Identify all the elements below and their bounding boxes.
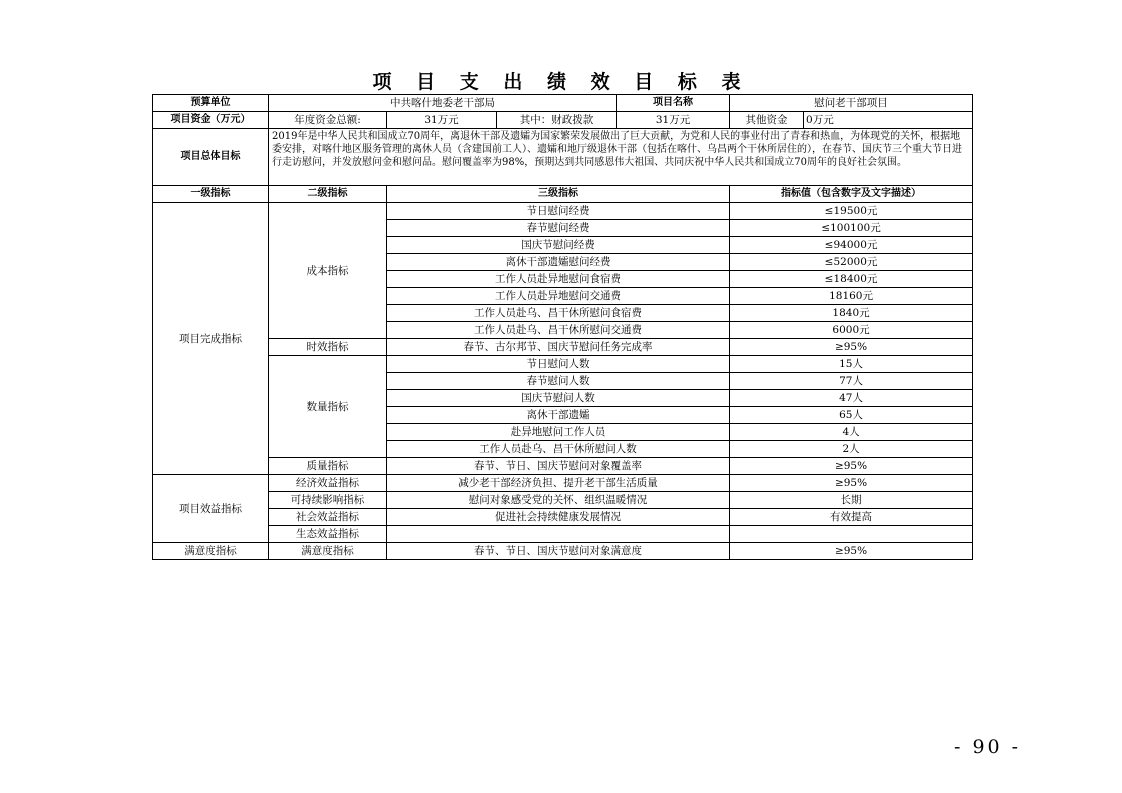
level2-indicator: 时效指标 <box>269 339 387 356</box>
indicator-value: 有效提高 <box>730 509 973 526</box>
indicator-value: 4人 <box>730 424 973 441</box>
other-funds-value: 0万元 <box>804 112 973 129</box>
indicator-value: ≥95% <box>730 458 973 475</box>
indicator-row <box>153 492 973 509</box>
level3-indicator: 工作人员赴乌、昌干休所慰问交通费 <box>387 322 730 339</box>
fiscal-allocation-value: 31万元 <box>617 112 730 129</box>
page-number: - 90 - <box>954 736 1022 758</box>
level1-indicator: 满意度指标 <box>153 543 269 560</box>
level3-indicator: 节日慰问人数 <box>387 356 730 373</box>
indicator-row <box>153 203 973 220</box>
indicator-row <box>153 526 973 543</box>
level2-indicator: 质量指标 <box>269 458 387 475</box>
indicator-value: ≤94000元 <box>730 237 973 254</box>
funds-row <box>153 112 973 129</box>
indicator-value: ≤52000元 <box>730 254 973 271</box>
indicator-row <box>153 543 973 560</box>
indicator-value <box>730 526 973 543</box>
indicator-row <box>153 356 973 373</box>
indicator-value: 18160元 <box>730 288 973 305</box>
indicator-value: 47人 <box>730 390 973 407</box>
indicator-value: 1840元 <box>730 305 973 322</box>
overall-goal-text: 2019年是中华人民共和国成立70周年，离退休干部及遗孀为国家繁荣发展做出了巨大贡献，为党和人民的事业付出了青春和热血，为体现党的关怀，根据地委安排，对喀什地区服务管理的离休人员（含建国前工人）、遗孀和地厅级退休干部（包括在喀什、乌昌两个干休所居住的），在春节、国庆节三个重大节日进行走访慰问，并发放慰问金和慰问品。慰问覆盖率为98%，预期达到共同感恩伟大祖国、共同庆祝中华人民共和国成立70周年的良好社会氛围。 <box>269 129 973 186</box>
level1-indicator: 项目效益指标 <box>153 475 269 543</box>
project-funds-label: 项目资金（万元） <box>153 112 269 129</box>
level3-indicator: 离休干部遗孀慰问经费 <box>387 254 730 271</box>
level3-indicator: 工作人员赴异地慰问交通费 <box>387 288 730 305</box>
column-header-row <box>153 186 973 203</box>
annual-total-label: 年度资金总额: <box>269 112 387 129</box>
indicator-value: ≥95% <box>730 475 973 492</box>
other-funds-label: 其他资金 <box>730 112 804 129</box>
level1-indicator: 项目完成指标 <box>153 203 269 475</box>
indicator-value: ≥95% <box>730 543 973 560</box>
indicator-value: 15人 <box>730 356 973 373</box>
indicator-value: 2人 <box>730 441 973 458</box>
level3-header: 三级指标 <box>387 186 730 203</box>
level3-indicator: 工作人员赴乌、昌干休所慰问食宿费 <box>387 305 730 322</box>
indicator-value: ≤18400元 <box>730 271 973 288</box>
level3-indicator: 节日慰问经费 <box>387 203 730 220</box>
level2-indicator: 经济效益指标 <box>269 475 387 492</box>
performance-target-table <box>152 94 973 560</box>
level2-indicator: 生态效益指标 <box>269 526 387 543</box>
budget-unit-label: 预算单位 <box>153 95 269 112</box>
level3-indicator: 促进社会持续健康发展情况 <box>387 509 730 526</box>
level3-indicator: 春节、古尔邦节、国庆节慰问任务完成率 <box>387 339 730 356</box>
indicator-row <box>153 458 973 475</box>
level2-header: 二级指标 <box>269 186 387 203</box>
level3-indicator: 国庆节慰问经费 <box>387 237 730 254</box>
level3-indicator: 离休干部遗孀 <box>387 407 730 424</box>
level2-indicator: 成本指标 <box>269 203 387 339</box>
level3-indicator: 春节慰问人数 <box>387 373 730 390</box>
annual-total-value: 31万元 <box>387 112 497 129</box>
level3-indicator: 慰问对象感受党的关怀、组织温暖情况 <box>387 492 730 509</box>
table-title: 项 目 支 出 绩 效 目 标 表 <box>372 71 750 93</box>
overall-goal-label: 项目总体目标 <box>153 129 269 186</box>
level3-indicator: 工作人员赴异地慰问食宿费 <box>387 271 730 288</box>
indicator-row <box>153 339 973 356</box>
overall-goal-row <box>153 129 973 186</box>
indicator-row <box>153 509 973 526</box>
level3-indicator: 春节、节日、国庆节慰问对象满意度 <box>387 543 730 560</box>
indicator-value: 65人 <box>730 407 973 424</box>
level3-indicator: 春节慰问经费 <box>387 220 730 237</box>
fiscal-allocation-label: 其中：财政拨款 <box>497 112 617 129</box>
project-name-label: 项目名称 <box>617 95 730 112</box>
indicator-value: 77人 <box>730 373 973 390</box>
level2-indicator: 数量指标 <box>269 356 387 458</box>
level3-indicator: 工作人员赴乌、昌干休所慰问人数 <box>387 441 730 458</box>
budget-unit-value: 中共喀什地委老干部局 <box>269 95 617 112</box>
level3-indicator: 赴异地慰问工作人员 <box>387 424 730 441</box>
level3-indicator: 减少老干部经济负担、提升老干部生活质量 <box>387 475 730 492</box>
indicator-value: 长期 <box>730 492 973 509</box>
header-row <box>153 95 973 112</box>
level1-header: 一级指标 <box>153 186 269 203</box>
indicator-value: 6000元 <box>730 322 973 339</box>
level2-indicator: 满意度指标 <box>269 543 387 560</box>
level2-indicator: 社会效益指标 <box>269 509 387 526</box>
value-header: 指标值（包含数字及文字描述） <box>730 186 973 203</box>
indicator-value: ≤100100元 <box>730 220 973 237</box>
level3-indicator <box>387 526 730 543</box>
level3-indicator: 国庆节慰问人数 <box>387 390 730 407</box>
project-name-value: 慰问老干部项目 <box>730 95 973 112</box>
level2-indicator: 可持续影响指标 <box>269 492 387 509</box>
level3-indicator: 春节、节日、国庆节慰问对象覆盖率 <box>387 458 730 475</box>
indicator-value: ≤19500元 <box>730 203 973 220</box>
indicator-value: ≥95% <box>730 339 973 356</box>
indicator-row <box>153 475 973 492</box>
